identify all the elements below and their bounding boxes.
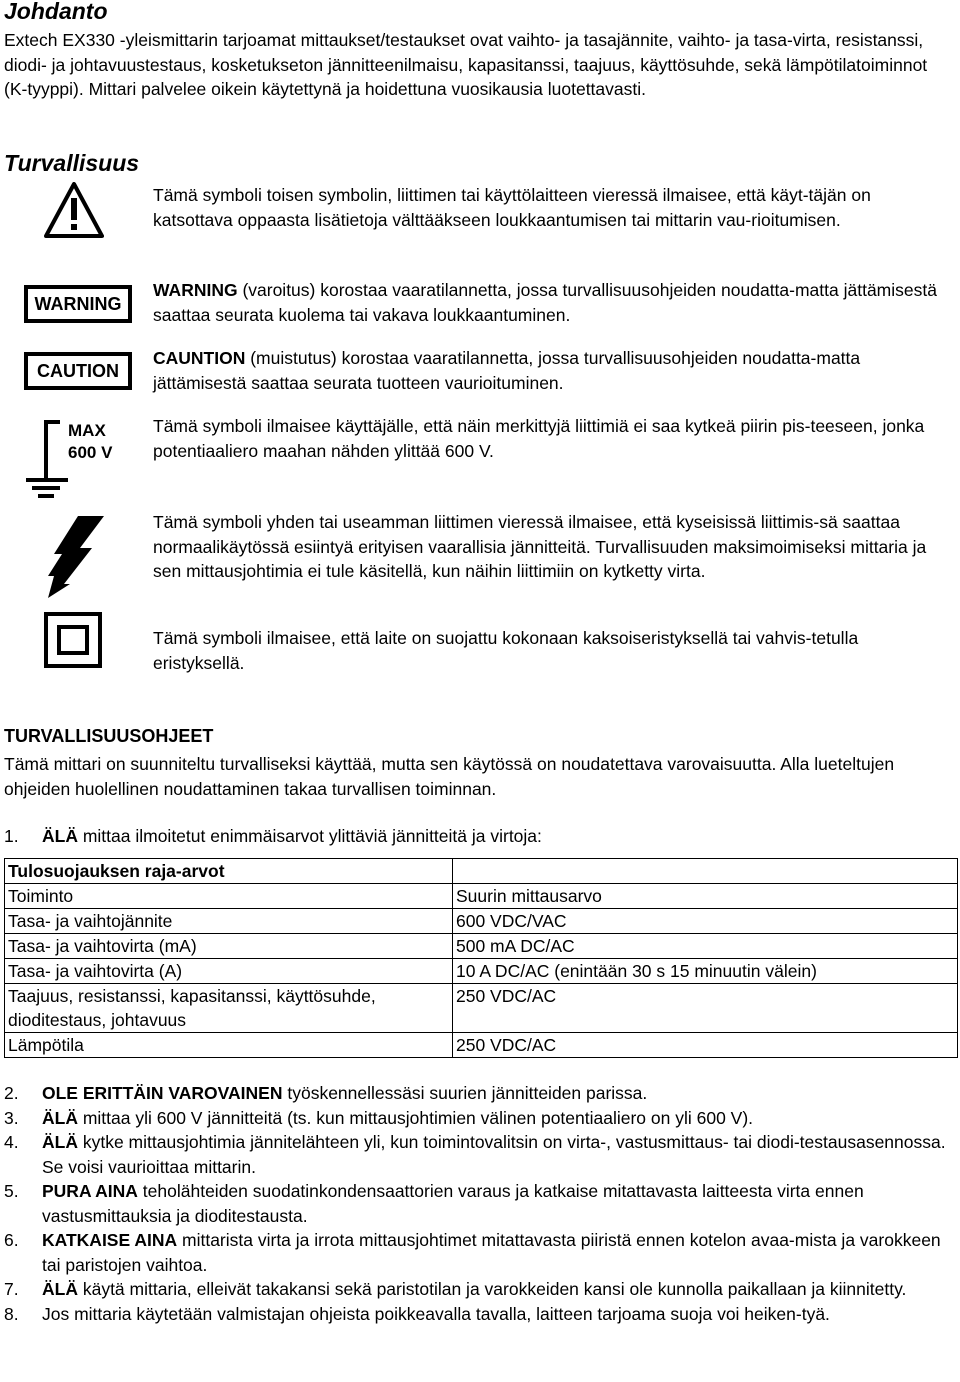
table-cell-max: 250 VDC/AC [453,1033,958,1058]
instructions-heading: TURVALLISUUSOHJEET [4,726,214,746]
symbol-text-1 [153,183,953,232]
table-cell-max: 250 VDC/AC [453,984,958,1033]
table-cell-max: Suurin mittausarvo [453,884,958,909]
rule-bold: KATKAISE AINA [42,1230,178,1250]
rule-bold: ÄLÄ [42,1107,78,1128]
rule-number: 7. [4,1279,19,1299]
max-label: MAX [68,421,106,440]
rule-text: työskennellessäsi suurien jännitteiden parissa. [282,1083,648,1103]
rule-bold: ÄLÄ [42,1132,78,1152]
table-cell-function: Tasa- ja vaihtojännite [5,909,453,934]
intro-paragraph: Extech EX330 -yleismittarin tarjoamat mittaukset/testaukset ovat vaihto- ja tasajännite, vaihto- ja tasa-virta, resistanssi, diodi- ja johtavuustestaus, kosketukseton jännitteenilmaisu, kapasitanssi, taajuus, käyttösuhde, sekä lämpötilatoiminnot (K-tyyppi). Mittari palvelee oikein käytettynä ja hoidettuna vuosikausia luotettavasti. [4,30,928,99]
table-cell-function: Tasa- ja vaihtovirta (A) [5,959,453,984]
double-insulation-icon [44,612,102,668]
table-cell-max: 600 VDC/VAC [453,909,958,934]
symbol-desc-5: Tämä symboli yhden tai useamman liittimen vieressä ilmaisee, että kyseisissä liittimis-sä saattaa normaalikäytössä esiintyä erityisen vaarallisia jännitteitä. Turvallisuuden maksimoimiseksi mittaria ja sen mittausjohtimia ei tule käsitellä, kun näihin liittimiin on kytketty virta. [153,512,927,581]
warning-triangle-icon [44,182,104,238]
symbol-bold-2: WARNING [153,280,238,300]
symbol-desc-1: Tämä symboli toisen symbolin, liittimen tai käyttölaitteen vieressä ilmaisee, että käyt-täjän on katsottava oppaasta lisätietoja välttääkseen loukkaantumisen tai mittarin vau-rioitumisen. [153,185,871,230]
rule-number: 6. [4,1230,19,1250]
symbol-text-4 [153,414,953,463]
table-row [5,1033,958,1058]
warning-box-icon [24,285,132,323]
table-row [5,934,958,959]
rule-bold: OLE ERITTÄIN VAROVAINEN [42,1083,283,1103]
symbol-text-6 [153,626,953,675]
rule-number: 4. [4,1132,19,1152]
symbol-desc-2: (varoitus) korostaa vaaratilannetta, jossa turvallisuusohjeiden noudatta-matta jättämisestä saattaa seurata kuolema tai vakava loukkaantuminen. [153,280,937,325]
rule-item-1 [4,826,542,847]
rule-text: teholähteiden suodatinkondensaattorien varaus ja katkaise mitattavasta laitteesta virta ennen vastusmittauksia ja dioditestausta. [42,1181,864,1226]
rule-item [4,1179,956,1228]
max-voltage-label [68,420,112,464]
table-title-empty-cell [453,859,958,884]
rule-number: 5. [4,1181,19,1201]
table-cell-function: Toiminto [5,884,453,909]
symbol-text-3 [153,346,953,395]
symbol-desc-3: (muistutus) korostaa vaaratilannetta, jossa turvallisuusohjeiden noudatta-matta jättämisestä saattaa seurata tuotteen vaurioituminen. [153,348,861,393]
caution-box-label: CAUTION [37,360,119,381]
instructions-paragraph: Tämä mittari on suunniteltu turvalliseksi käyttää, mutta sen käytössä on noudatettava varovaisuutta. Alla lueteltujen ohjeiden huolellinen noudattaminen takaa turvallisen toiminnan. [4,754,895,799]
table-title: Tulosuojauksen raja-arvot [5,859,453,884]
rule-number: 3. [4,1107,19,1128]
table-title-row [5,859,958,884]
max-voltage-value: 600 V [68,443,113,462]
symbol-desc-4: Tämä symboli ilmaisee käyttäjälle, että näin merkittyjä liittimiä ei saa kytkeä piirin pis-teeseen, jonka potentiaaliero maahan nähden ylittää 600 V. [153,416,925,461]
table-row [5,884,958,909]
rule-text: kytke mittausjohtimia jännitelähteen yli, kun toimintovalitsin on virta-, vastusmittaus- tai diodi-testausasennossa. Se voisi vaurioittaa mittarin. [42,1132,946,1177]
rule-bold: PURA AINA [42,1181,138,1201]
rules-list [4,1081,956,1326]
rule-number: 8. [4,1303,19,1324]
symbol-text-2 [153,278,953,327]
symbol-desc-6: Tämä symboli ilmaisee, että laite on suojattu kokonaan kaksoiseristyksellä tai vahvis-tetulla eristyksellä. [153,628,859,673]
intro-heading: Johdanto [4,0,108,24]
table-row [5,984,958,1033]
rule-text: Jos mittaria käytetään valmistajan ohjeista poikkeavalla tavalla, laitteen tarjoama suoja voi heiken-tyä. [42,1303,830,1324]
rule-item [4,1106,956,1131]
rule-item [4,1081,956,1106]
safety-heading: Turvallisuus [4,150,140,176]
table-cell-max: 10 A DC/AC (enintään 30 s 15 minuutin välein) [453,959,958,984]
rule-item [4,1228,956,1277]
table-cell-max: 500 mA DC/AC [453,934,958,959]
rule-item [4,1302,956,1327]
table-cell-function: Lämpötila [5,1033,453,1058]
symbol-bold-3: CAUNTION [153,348,246,368]
warning-box-label: WARNING [34,293,122,314]
symbol-text-5 [153,510,953,584]
table-cell-function: Taajuus, resistanssi, kapasitanssi, käyttösuhde, dioditestaus, johtavuus [5,984,453,1033]
rule-text: mittaa yli 600 V jännitteitä (ts. kun mittausjohtimien välinen potentiaaliero on yli 600 V). [77,1107,754,1128]
limits-table [4,858,958,1058]
rule-bold-1: ÄLÄ [42,826,78,846]
lightning-bolt-icon [40,514,106,600]
table-cell-function: Tasa- ja vaihtovirta (mA) [5,934,453,959]
rule-number: 2. [4,1083,19,1103]
rule-text-1: mittaa ilmoitetut enimmäisarvot ylittäviä jännitteitä ja virtoja: [77,826,542,846]
rule-item [4,1130,956,1179]
table-row [5,909,958,934]
caution-box-icon [24,352,132,390]
rule-number-1: 1. [4,826,19,846]
rule-bold: ÄLÄ [42,1279,78,1299]
rule-text: käytä mittaria, elleivät takakansi sekä paristotilan ja varokkeiden kansi ole kunnolla paikallaan ja kiinnitetty. [77,1279,907,1299]
rule-item [4,1277,956,1302]
rule-text: mittarista virta ja irrota mittausjohtimet mitattavasta piiristä ennen kotelon avaa-mista ja varokkeen tai paristojen vaihtoa. [42,1230,941,1275]
table-row [5,959,958,984]
